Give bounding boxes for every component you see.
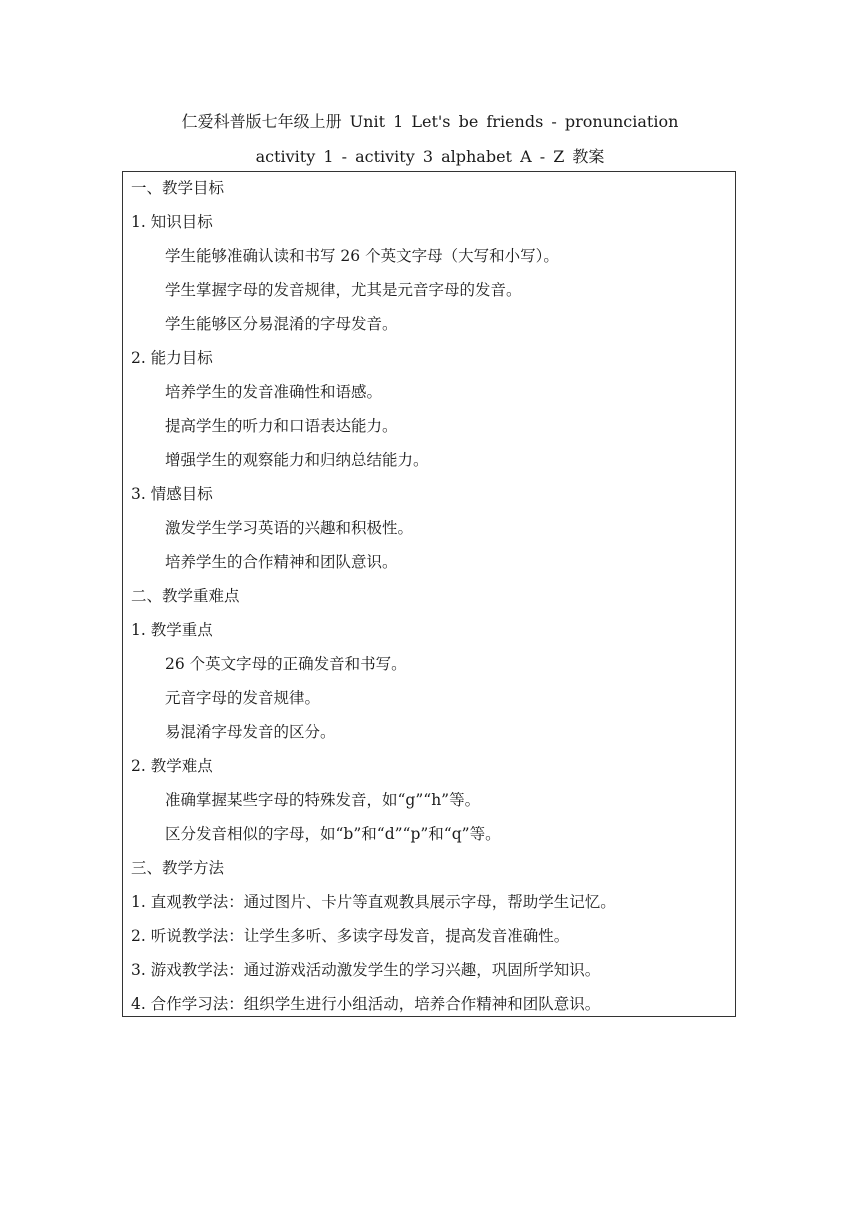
subheading-difficult-points: 2. 教学难点 [131,757,213,775]
lesson-plan-table [122,171,736,1017]
document-title-line-2: activity 1 - activity 3 alphabet A - Z 教案 [255,147,605,166]
list-item: 培养学生的合作精神和团队意识。 [165,553,398,571]
list-item: 学生能够区分易混淆的字母发音。 [165,315,398,333]
section-heading-key-points: 二、教学重难点 [131,587,240,605]
subheading-knowledge-objectives: 1. 知识目标 [131,213,213,231]
subheading-emotional-objectives: 3. 情感目标 [131,485,213,503]
list-item: 元音字母的发音规律。 [165,689,321,707]
method-item: 2. 听说教学法：让学生多听、多读字母发音，提高发音准确性。 [131,927,570,945]
list-item: 学生能够准确认读和书写 26 个英文字母（大写和小写）。 [165,247,559,265]
method-item: 4. 合作学习法：组织学生进行小组活动，培养合作精神和团队意识。 [131,995,601,1013]
list-item: 提高学生的听力和口语表达能力。 [165,417,398,435]
document-title-line-1: 仁爱科普版七年级上册 Unit 1 Let's be friends - pronunciation [181,112,679,131]
list-item: 培养学生的发音准确性和语感。 [165,383,383,401]
section-heading-teaching-methods: 三、教学方法 [131,859,225,877]
list-item: 激发学生学习英语的兴趣和积极性。 [165,519,414,537]
list-item: 准确掌握某些字母的特殊发音，如“g”“h”等。 [165,791,481,809]
section-heading-teaching-objectives: 一、教学目标 [131,179,225,197]
subheading-ability-objectives: 2. 能力目标 [131,349,213,367]
method-item: 1. 直观教学法：通过图片、卡片等直观教具展示字母，帮助学生记忆。 [131,893,616,911]
list-item: 学生掌握字母的发音规律，尤其是元音字母的发音。 [165,281,522,299]
list-item: 区分发音相似的字母，如“b”和“d”“p”和“q”等。 [165,825,501,843]
list-item: 增强学生的观察能力和归纳总结能力。 [165,451,429,469]
list-item: 26 个英文字母的正确发音和书写。 [165,655,407,673]
subheading-key-points: 1. 教学重点 [131,621,213,639]
list-item: 易混淆字母发音的区分。 [165,723,336,741]
method-item: 3. 游戏教学法：通过游戏活动激发学生的学习兴趣，巩固所学知识。 [131,961,601,979]
